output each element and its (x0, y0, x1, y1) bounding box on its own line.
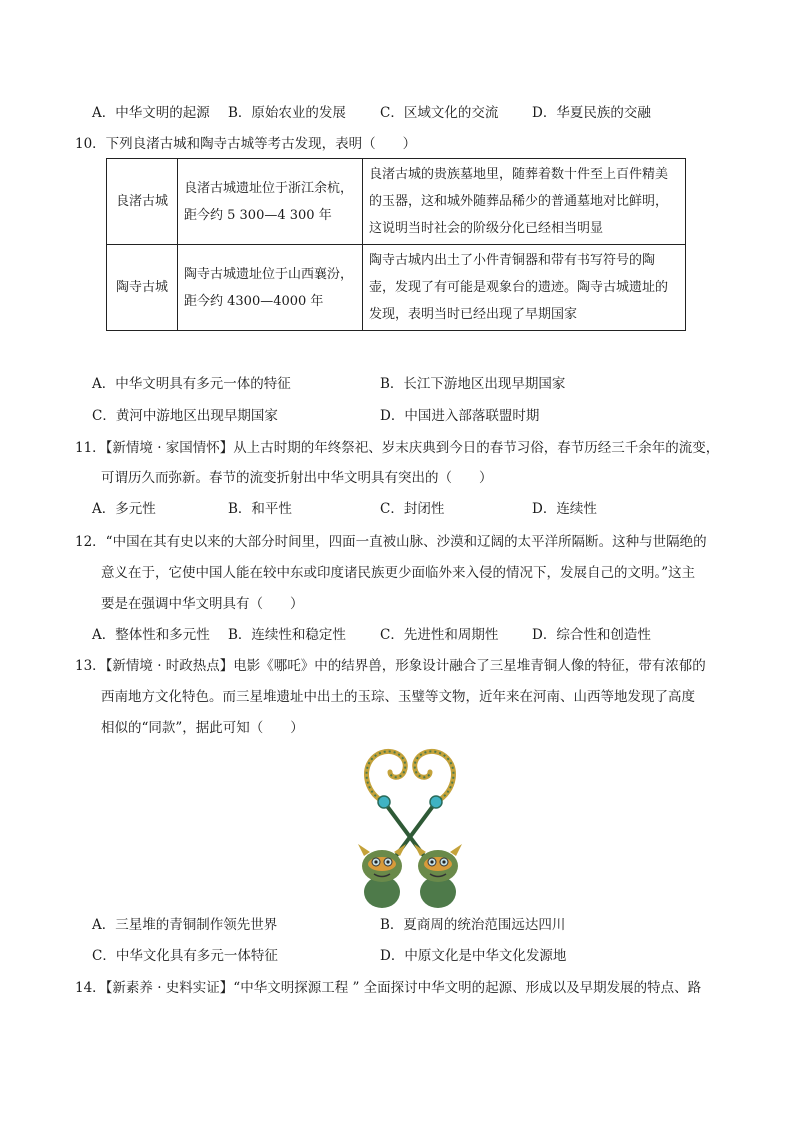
site-finding: 陶寺古城内出土了小件青铜器和带有书写符号的陶壶，发现了有可能是观象台的遗迹。陶寺古城遗址的发现，表明当时已经出现了早期国家 (363, 245, 686, 331)
q11-line-2: 可谓历久而弥新。春节的流变折射出中华文明具有突出的（ ） (101, 470, 493, 486)
q12-line-1: 12．“中国在其有史以来的大部分时间里，四面一直被山脉、沙漠和辽阔的太平洋所隔断。这种与世隔绝的 (75, 534, 707, 550)
q13-option-b: B．夏商周的统治范围远达四川 (380, 917, 566, 933)
q13-option-a: A．三星堆的青铜制作领先世界 (92, 917, 278, 933)
site-location: 良渚古城遗址位于浙江余杭，距今约 5 300—4 300 年 (178, 159, 363, 245)
q9-option-d: D．华夏民族的交融 (532, 105, 651, 121)
table-row (107, 159, 686, 245)
q10-option-b: B．长江下游地区出现早期国家 (380, 376, 566, 392)
q9-option-c: C．区域文化的交流 (380, 105, 499, 121)
q11-option-a: A．多元性 (92, 501, 156, 517)
q12-option-b: B．连续性和稳定性 (228, 627, 346, 643)
q12-line-2: 意义在于，它使中国人能在较中东或印度诸民族更少面临外来入侵的情况下，发展自己的文明。”这主 (101, 565, 696, 581)
site-location: 陶寺古城遗址位于山西襄汾，距今约 4300—4000 年 (178, 245, 363, 331)
site-name: 陶寺古城 (107, 245, 178, 331)
right-creature (414, 844, 462, 908)
q14-line-1: 14．【新素养 · 史料实证】“中华文明探源工程 ” 全面探讨中华文明的起源、形成以及早期发展的特点、路 (75, 980, 702, 996)
jiejie-beast-figure (354, 744, 466, 910)
q9-option-a: A．中华文明的起源 (92, 105, 210, 121)
q13-line-2: 西南地方文化特色。而三星堆遗址中出土的玉琮、玉璧等文物，近年来在河南、山西等地发现了高度 (101, 689, 695, 705)
q12-line-3: 要是在强调中华文明具有（ ） (101, 596, 304, 612)
right-turquoise-gem (430, 796, 442, 808)
q10-option-d: D．中国进入部落联盟时期 (380, 408, 540, 424)
left-creature (358, 844, 406, 908)
site-name: 良渚古城 (107, 159, 178, 245)
q13-option-c: C．中华文化具有多元一体特征 (92, 948, 278, 964)
left-turquoise-gem (378, 796, 390, 808)
q11-option-d: D．连续性 (532, 501, 597, 517)
q11-line-1: 11．【新情境 · 家国情怀】从上古时期的年终祭祀、岁末庆典到今日的春节习俗，春节历经三千余年的流变， (75, 440, 720, 456)
q12-option-c: C．先进性和周期性 (380, 627, 499, 643)
q9-option-b: B．原始农业的发展 (228, 105, 346, 121)
q10-option-c: C．黄河中游地区出现早期国家 (92, 408, 278, 424)
q11-option-b: B．和平性 (228, 501, 292, 517)
q13-line-1: 13．【新情境 · 时政热点】电影《哪吒》中的结界兽，形象设计融合了三星堆青铜人像的特征，带有浓郁的 (75, 658, 706, 674)
q10-stem: 10．下列良渚古城和陶寺古城等考古发现，表明（ ） (75, 136, 417, 152)
q13-option-d: D．中原文化是中华文化发源地 (380, 948, 567, 964)
q13-line-3: 相似的“同款”，据此可知（ ） (101, 720, 304, 736)
q12-option-d: D．综合性和创造性 (532, 627, 651, 643)
table-row (107, 245, 686, 331)
q10-option-a: A．中华文明具有多元一体的特征 (92, 376, 291, 392)
q10-table (106, 158, 686, 331)
q11-option-c: C．封闭性 (380, 501, 445, 517)
site-finding: 良渚古城的贵族墓地里，随葬着数十件至上百件精美的玉器，这和城外随葬品稀少的普通墓地对比鲜明，这说明当时社会的阶级分化已经相当明显 (363, 159, 686, 245)
q12-option-a: A．整体性和多元性 (92, 627, 210, 643)
